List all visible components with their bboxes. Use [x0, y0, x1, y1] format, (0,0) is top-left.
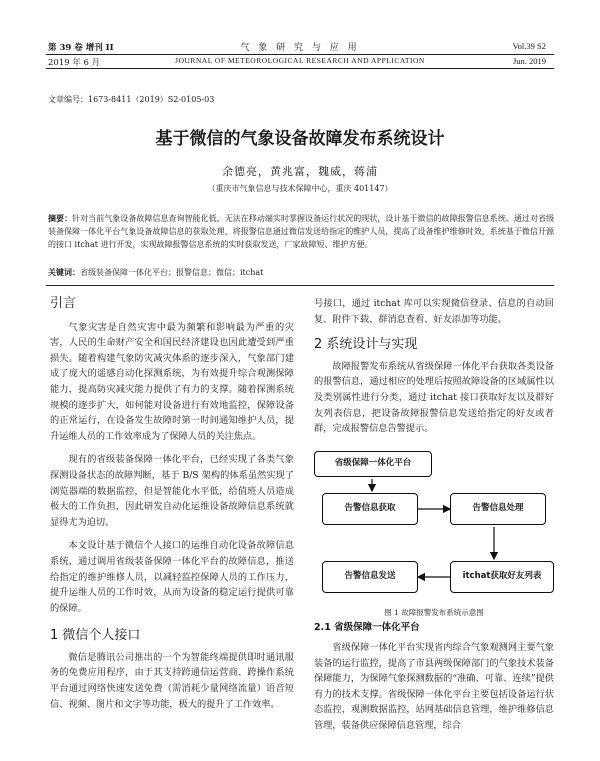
header-volume: Vol.39 S2: [512, 41, 546, 51]
abstract-text: 针对当前气象设备故障信息查询智能化低，无法在移动端实时掌握设备运行状况的现状，设计基于微信的故障报警信息系统。通过对省级装备保障一体化平台气象设备故障信息的获取处理，将报警信息通过微信发送给指定的维护人员，提高了设备维护维修时效，系统基于微信开源的接口 itchat 进行开发，实现故障报警信息系统的实时获取发送，厂家故障短、维护方便。: [48, 214, 555, 250]
header-journal-en: JOURNAL OF METEOROLOGICAL RESEARCH AND APPLICATION: [175, 56, 425, 65]
left-column: [50, 296, 294, 712]
right-column: [314, 296, 554, 734]
intro-paragraph-3: 本文设计基于微信个人接口的运维自动化设备故障信息系统，通过调用省级装备保障一体化平台的故障信息，推送给指定的维护维修人员，以减轻监控保障人员的工作压力，提升运维人员的工作时效，从而为设备的稳定运行提供可靠的保障。: [50, 540, 294, 614]
authors: 余德亮，黄兆富，魏威，蒋浦: [222, 165, 378, 178]
abstract-rule: [46, 285, 554, 286]
paper-title: 基于微信的气象设备故障发布系统设计: [155, 129, 445, 149]
header-journal-cn: 气 象 研 究 与 应 用: [240, 43, 360, 53]
node-itchat-friends: itchat获取好友列表: [450, 561, 554, 593]
section-2-heading: 2 系统设计与实现: [314, 337, 418, 353]
header-rule-top: [46, 54, 554, 55]
article-number: 文章编号：1673-8411（2019）S2-0105-03: [48, 95, 215, 104]
keywords: [48, 267, 554, 278]
intro-heading: 引言: [50, 296, 77, 311]
abstract: [48, 212, 554, 252]
section-2-1-heading: 2.1 省级保障一体化平台: [314, 622, 420, 634]
header-issue: 第 39 卷 增刊 II: [48, 43, 114, 53]
section-2-paragraph: 故障报警发布系统从省级保障一体化平台获取各类设备的报警信息，通过相应的处理后按照故障设备的区域属性以及类别属性进行分类，通过 itchat 接口获取好友以及群好友列表信息，把设备故障报警信息发送给指定的好友或者群，完成报警信息告警提示。: [314, 360, 554, 435]
section-2-1-paragraph: 省级保障一体化平台实现省内综合气象观测网主要气象装备的运行监控，提高了市县两级保障部门的气象技术装备保障能力，为保障气象探测数据的“准确、可靠、连续”提供有力的技术支撑。省级保障一体化平台主要包括设备运行状态监控，观测数据监控，站网基础信息管理，维护维修信息管理，装备供应保障信息管理，综合: [314, 641, 554, 731]
node-alarm-send: 告警信息发送: [322, 561, 418, 593]
section-1-paragraph: 微信是腾讯公司推出的一个为智能终端提供即时通讯服务的免费应用程序，由于其支持跨通信运营商、跨操作系统平台通过网络快速发送免费（需消耗少量网络流量）语音短信、视频、图片和文字等功能，极大的提升了工作效率。: [50, 651, 294, 710]
header-rule-bottom: [46, 68, 554, 69]
node-alarm-process: 告警信息处理: [450, 493, 546, 525]
abstract-label: 摘要：: [48, 214, 73, 223]
keywords-text: 省级装备保障一体化平台；报警信息；微信；itchat: [80, 268, 264, 277]
node-platform: 省级保障一体化平台: [314, 451, 432, 477]
continued-paragraph: 号接口，通过 itchat 库可以实现微信登录、信息的自动回复、附件下载、群消息查看、好友添加等功能。: [314, 298, 554, 325]
figure-caption: 图 1 故障报警发布系统示意图: [384, 607, 484, 617]
affiliation: （重庆市气象信息与技术保障中心，重庆 401147）: [207, 184, 393, 193]
flowchart: [314, 443, 554, 603]
intro-paragraph-2: 现有的省级装备保障一体化平台，已经实现了各类气象探测设备状态的故障判断，基于 B/S 架构的体系虽然实现了浏览器端的数据监控，但是智能化水平低，给值班人员造成极大的工作负担，因此研发自动化运维设备故障信息系统就显得尤为迫切。: [50, 454, 294, 528]
keywords-label: 关键词：: [48, 268, 80, 277]
section-1-heading: 1 微信个人接口: [50, 628, 141, 644]
header-date-cn: 2019 年 6 月: [48, 58, 101, 68]
intro-paragraph-1: 气象灾害是自然灾害中最为频繁和影响最为严重的灾害，人民的生命财产安全和国民经济建设也因此遭受到严重损失。随着构建气象防灾减灾体系的逐步深入，气象部门建成了庞大的遥感自动化探测系统，为有效提升综合观测保障能力，提高防灾减灾能力提供了有力的支撑。随着探测系统规模的逐步扩大，如何能对设备进行有效地监控，保障设备的正常运行，在设备发生故障时第一时间通知维护人员，提升运维人员的工作效率成为了保障人员的关注焦点。: [50, 321, 294, 442]
header-date-en: Jun. 2019: [512, 56, 546, 66]
node-alarm-fetch: 告警信息获取: [322, 493, 418, 525]
